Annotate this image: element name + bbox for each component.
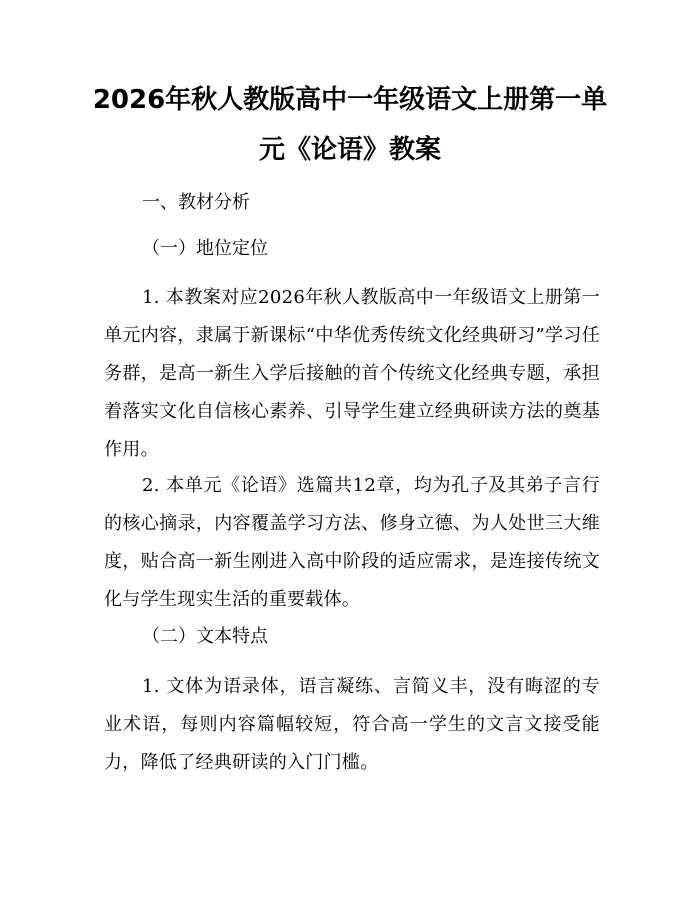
document-title-line-1: 2026年秋人教版高中一年级语文上册第一单 bbox=[92, 85, 608, 115]
body-paragraph: 1. 本教案对应2026年秋人教版高中一年级语文上册第一单元内容，隶属于新课标“中华优秀传统文化经典研习”学习任务群，是高一新生入学后接触的首个传统文化经典专题，承担着落实文化自信核心素养、引导学生建立经典研读方法的奠基作用。 bbox=[104, 287, 600, 460]
body-paragraph: 1. 文体为语录体，语言凝练、言简义丰，没有晦涩的专业术语，每则内容篇幅较短，符合高一学生的文言文接受能力，降低了经典研读的入门门槛。 bbox=[104, 676, 600, 773]
subsection-heading-text-features: （二）文本特点 bbox=[142, 626, 268, 647]
body-paragraph: 2. 本单元《论语》选篇共12章，均为孔子及其弟子言行的核心摘录，内容覆盖学习方法、修身立德、为人处世三大维度，贴合高一新生刚进入高中阶段的适应需求，是连接传统文化与学生现实生活的重要载体。 bbox=[104, 475, 600, 610]
section-heading-teaching-material-analysis: 一、教材分析 bbox=[142, 192, 250, 213]
document-title-line-2: 元《论语》教案 bbox=[258, 135, 441, 165]
subsection-heading-positioning: （一）地位定位 bbox=[142, 238, 268, 259]
